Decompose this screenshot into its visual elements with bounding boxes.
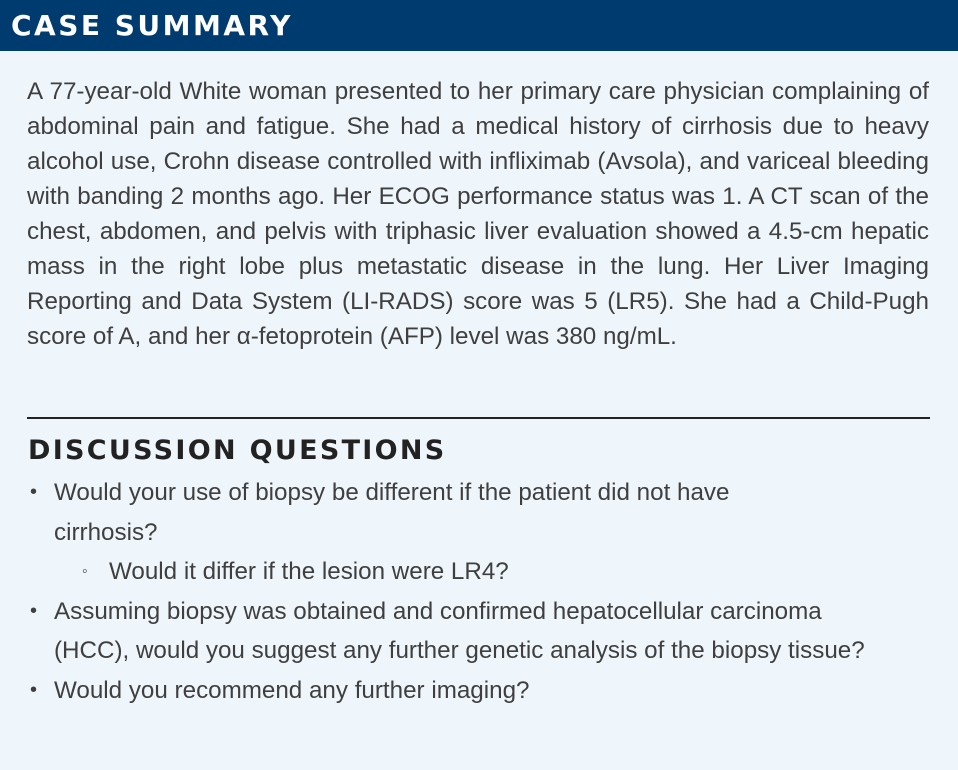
- section-divider: [27, 417, 930, 419]
- bullet-icon: •: [30, 481, 38, 503]
- list-item: [30, 552, 930, 592]
- sub-bullet-icon: ◦: [82, 563, 88, 580]
- sub-question-text: Would it differ if the lesion were LR4?: [109, 558, 509, 585]
- discussion-questions-heading: DISCUSSION QUESTIONS: [28, 435, 447, 466]
- case-summary-text: A 77-year-old White woman presented to her primary care physician complaining of abdominal pain and fatigue. She had a medical history of cirrhosis due to heavy alcohol use, Crohn disease controlled with infliximab (Avsola), and variceal bleeding with banding 2 months ago. Her ECOG performance status was 1. A CT scan of the chest, abdomen, and pelvis with triphasic liver evaluation showed a 4.5-cm hepatic mass in the right lobe plus metastatic disease in the lung. Her Liver Imaging Reporting and Data System (LI-RADS) score was 5 (LR5). She had a Child-Pugh score of A, and her α-fetoprotein (AFP) level was 380 ng/mL.: [27, 78, 929, 350]
- list-item: [30, 473, 930, 552]
- question-text: Would your use of biopsy be different if the patient did not have cirrhosis?: [54, 479, 730, 546]
- bullet-icon: •: [30, 599, 38, 622]
- case-summary-header: CASE SUMMARY: [0, 0, 958, 51]
- list-item: [30, 592, 930, 671]
- question-text: Would you recommend any further imaging?: [54, 676, 530, 704]
- bullet-icon: •: [30, 678, 38, 701]
- discussion-questions-list: [30, 473, 930, 710]
- question-text: Assuming biopsy was obtained and confirmed hepatocellular carcinoma (HCC), would you suggest any further genetic analysis of the biopsy tissue?: [54, 597, 865, 664]
- list-item: [30, 671, 930, 711]
